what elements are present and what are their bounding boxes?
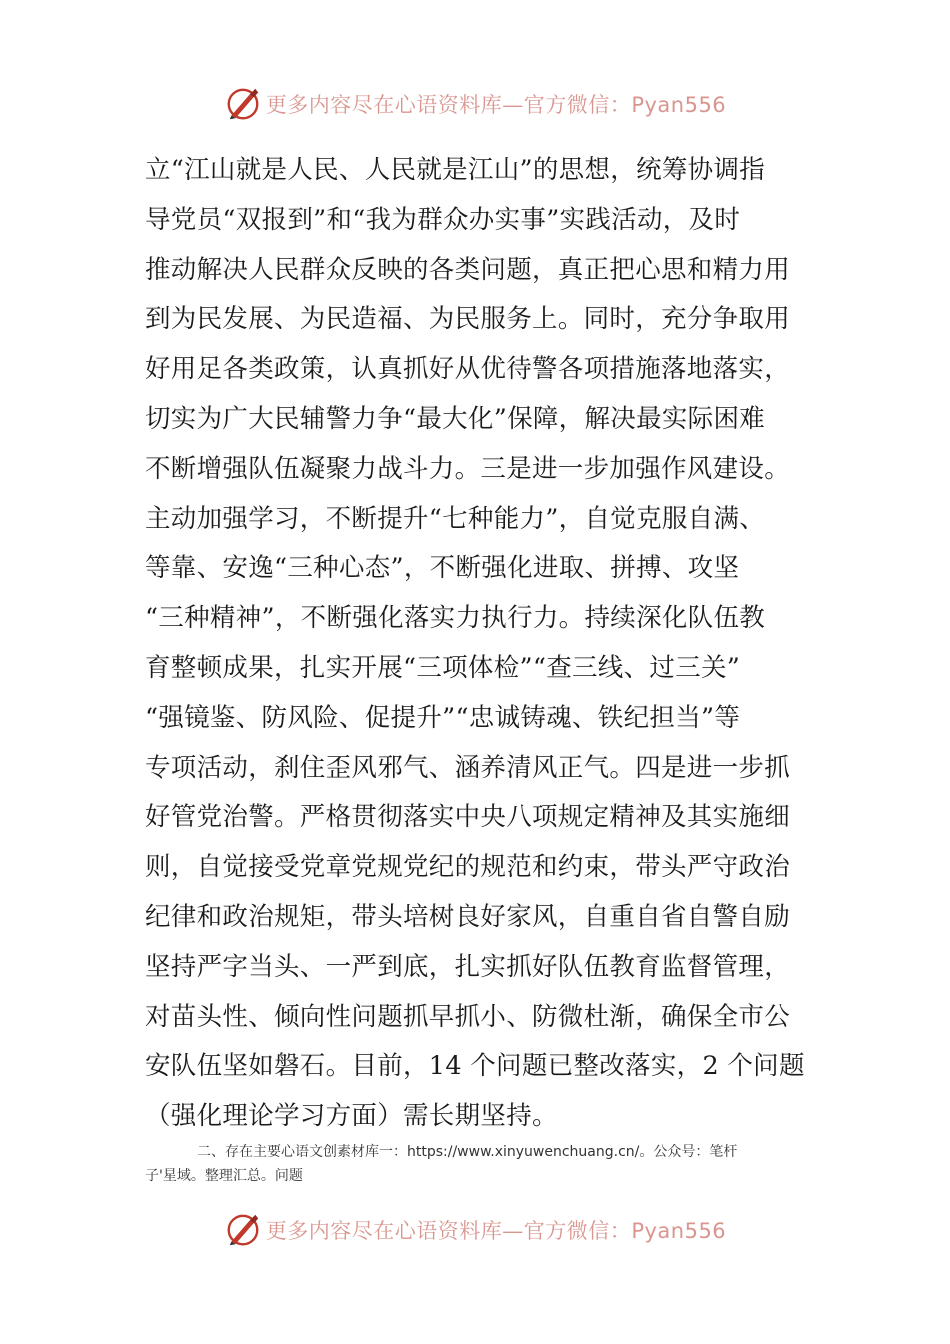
footer-banner [0,1210,950,1250]
footnote-line: 子'星域。整理汇总。问题 [145,1168,303,1184]
body-line: 立“江山就是人民、人民就是江山”的思想，统筹协调指 [145,155,766,185]
body-line: 则，自觉接受党章党规党纪的规范和约束，带头严守政治 [145,852,791,883]
body-line: “强镜鉴、防风险、促提升”“忠诚铸魂、铁纪担当”等 [145,702,741,733]
body-line: 切实为广大民辅警力争“最大化”保障，解决最实际困难 [145,403,766,434]
body-line: 好管党治警。严格贯彻落实中央八项规定精神及其实施细 [145,802,791,833]
body-line: 纪律和政治规矩，带头培树良好家风，自重自省自警自励 [145,901,791,932]
body-line: 等靠、安逸“三种心态”，不断强化进取、拼搏、攻坚 [145,553,740,584]
body-line: 安队伍坚如磐石。目前，14 个问题已整改落实，2 个问题 [145,1051,805,1082]
banner-text: 更多内容尽在心语资料库—官方微信：Pyan556 [265,1219,727,1243]
body-line: 育整顿成果，扎实开展“三项体检”“查三线、过三关” [145,652,741,683]
body-line: 坚持严字当头、一严到底，扎实抓好队伍教育监督管理， [145,951,791,982]
body-line: 专项活动，刹住歪风邪气、涵养清风正气。四是进一步抓 [145,752,791,783]
banner-text: 更多内容尽在心语资料库—官方微信：Pyan556 [265,93,727,117]
document-body [145,146,810,1142]
footnote [145,1140,810,1188]
body-line: 对苗头性、倾向性问题抓早抓小、防微杜渐，确保全市公 [145,1001,791,1032]
header-banner [0,84,950,124]
pen-logo-icon [224,85,262,123]
body-line: 不断增强队伍凝聚力战斗力。三是进一步加强作风建设。 [145,453,791,484]
body-line: 主动加强学习，不断提升“七种能力”，自觉克服自满、 [145,503,766,534]
body-line: 导党员“双报到”和“我为群众办实事”实践活动，及时 [145,204,741,235]
body-line: 推动解决人民群众反映的各类问题，真正把心思和精力用 [145,254,791,285]
body-line: “三种精神”，不断强化落实力执行力。持续深化队伍教 [145,603,766,634]
body-line: 好用足各类政策，认真抓好从优待警各项措施落地落实， [145,354,791,385]
pen-logo-icon [224,1211,262,1249]
banner-wechat: Pyan556 [631,1219,727,1243]
banner-wechat: Pyan556 [631,93,727,117]
footnote-line: 二、存在主要心语文创素材库一：https://www.xinyuwenchuang.cn/。公众号：笔杆 [197,1144,738,1160]
body-line: 到为民发展、为民造福、为民服务上。同时，充分争取用 [145,304,791,335]
body-line: （强化理论学习方面）需长期坚持。 [145,1101,558,1132]
